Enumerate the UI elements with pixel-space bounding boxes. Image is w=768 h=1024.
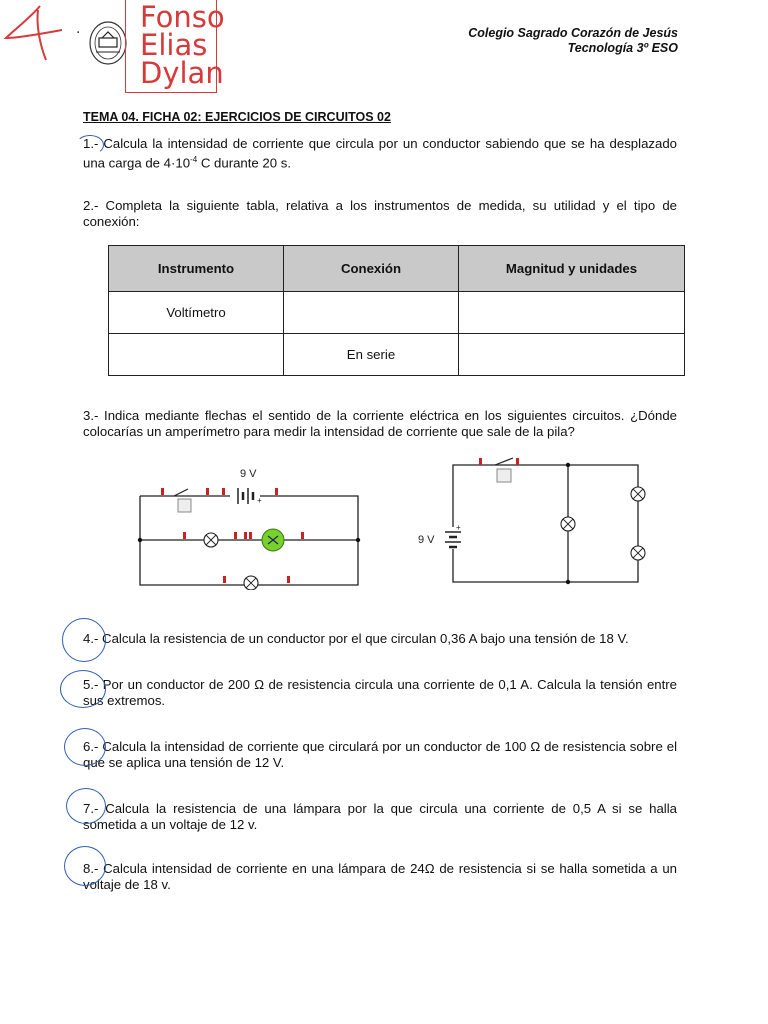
- annotation-mark-q1: [76, 135, 104, 155]
- battery-icon: [230, 488, 262, 505]
- table-cell: [284, 292, 459, 334]
- header-conexion: Conexión: [284, 246, 459, 292]
- lamp-icon: [244, 576, 258, 590]
- question-3: 3.- Indica mediante flechas el sentido de la corriente eléctrica en los siguientes circuitos. ¿Dónde colocarías un amperímetro para medir la intensidad de corriente que sale de la pila?: [83, 408, 677, 439]
- table-row: [109, 292, 685, 334]
- table-cell: Voltímetro: [109, 292, 284, 334]
- course-name: Tecnología 3º ESO: [567, 41, 678, 55]
- table-cell: [109, 334, 284, 376]
- question-7: 7.- Calcula la resistencia de una lámpara por la que circula una corriente de 0,5 A si se halla sometida a un voltaje de 12 v.: [83, 801, 677, 832]
- school-name: Colegio Sagrado Corazón de Jesús: [468, 26, 678, 40]
- question-8: 8.- Calcula intensidad de corriente en una lámpara de 24Ω de resistencia si se halla sometida a un voltaje de 18 v.: [83, 861, 677, 892]
- annotation-circle-q5: [60, 670, 106, 708]
- lamp-icon: [204, 533, 218, 547]
- lamp-icon: [631, 487, 645, 501]
- handwritten-dot: .: [76, 20, 81, 37]
- svg-text:+: +: [257, 496, 262, 505]
- question-1: [83, 136, 677, 171]
- q1-text-end: C durante 20 s.: [197, 155, 292, 171]
- circuit-1-voltage: 9 V: [240, 468, 257, 480]
- q1-exponent: -4: [190, 155, 198, 164]
- table-cell: [459, 334, 685, 376]
- circuit-1-diagram: [130, 458, 370, 590]
- table-row: [109, 334, 685, 376]
- lamp-icon: [561, 517, 575, 531]
- circuit-2-diagram: [415, 452, 655, 592]
- annotation-circle-q8: [64, 846, 106, 886]
- annotation-circle-q4: [62, 618, 106, 662]
- switch-icon: [178, 499, 191, 512]
- table-cell: [459, 292, 685, 334]
- question-2: 2.- Completa la siguiente tabla, relativa a los instrumentos de medida, su utilidad y el tipo de conexión:: [83, 198, 677, 229]
- handwritten-grade-mark: [0, 0, 80, 70]
- instruments-table: [108, 245, 685, 376]
- name-3: Dylan: [140, 56, 224, 90]
- annotation-circle-q6: [64, 728, 106, 766]
- header-magnitud: Magnitud y unidades: [459, 246, 685, 292]
- question-4: 4.- Calcula la resistencia de un conductor por el que circulan 0,36 A bajo una tensión de 18 V.: [83, 631, 629, 646]
- circuit-2-voltage: 9 V: [418, 534, 435, 546]
- name-2: Elias: [140, 28, 208, 62]
- table-header-row: [109, 246, 685, 292]
- question-6: 6.- Calcula la intensidad de corriente que circulará por un conductor de 100 Ω de resistencia sobre el que se aplica una tensión de 12 V.: [83, 739, 677, 770]
- switch-icon: [497, 469, 511, 482]
- header-instrumento: Instrumento: [109, 246, 284, 292]
- school-logo: [88, 20, 128, 66]
- worksheet-title: TEMA 04. FICHA 02: EJERCICIOS DE CIRCUITOS 02: [83, 110, 391, 124]
- lamp-icon: [631, 546, 645, 560]
- header: [468, 26, 678, 56]
- svg-text:+: +: [456, 523, 461, 532]
- annotation-circle-q7: [66, 788, 106, 824]
- question-5: 5.- Por un conductor de 200 Ω de resistencia circula una corriente de 0,1 A. Calcula la tensión entre sus extremos.: [83, 677, 677, 708]
- q1-text: 1.- Calcula la intensidad de corriente que circula por un conductor sabiendo que se ha desplazado una carga de 4·10: [83, 136, 677, 171]
- name-1: Fonso: [140, 0, 225, 34]
- table-cell: En serie: [284, 334, 459, 376]
- lamp-on-icon: [262, 529, 284, 551]
- names-box: [125, 0, 225, 93]
